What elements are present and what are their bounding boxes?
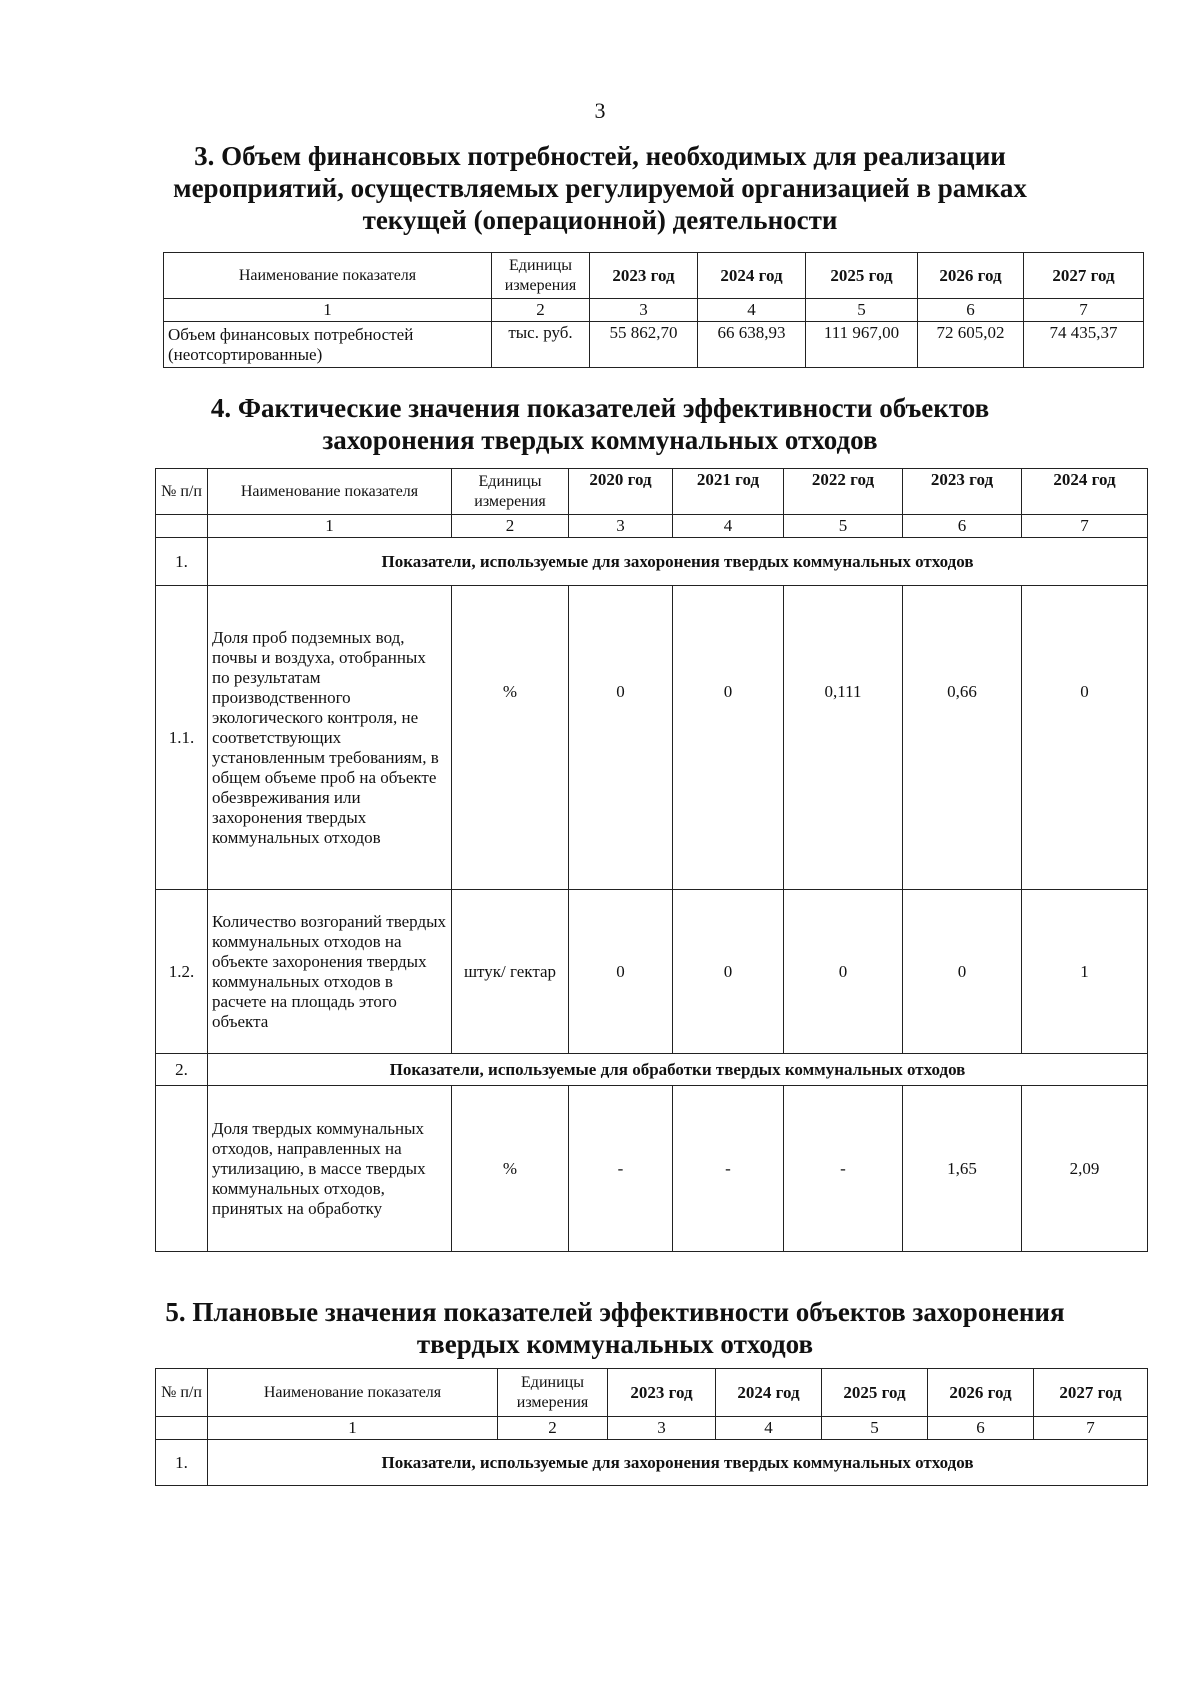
column-number: 2 [492, 299, 590, 322]
row-value: 0 [1022, 586, 1148, 890]
column-number: 7 [1022, 515, 1148, 538]
column-number: 4 [698, 299, 806, 322]
row-unit: % [452, 586, 569, 890]
header-num: № п/п [156, 469, 208, 515]
column-number: 1 [208, 1417, 498, 1440]
row-value: 72 605,02 [918, 322, 1024, 368]
actual-indicators-table [155, 468, 1148, 1252]
row-value: 0,66 [903, 586, 1022, 890]
row-value: 2,09 [1022, 1086, 1148, 1252]
row-value: 0 [673, 586, 784, 890]
planned-indicators-table [155, 1368, 1148, 1486]
row-value: 1,65 [903, 1086, 1022, 1252]
row-value: - [784, 1086, 903, 1252]
group-number: 1. [156, 1440, 208, 1486]
column-number: 6 [918, 299, 1024, 322]
header-name: Наименование показателя [208, 1369, 498, 1417]
column-number: 2 [498, 1417, 608, 1440]
header-year: 2027 год [1034, 1369, 1148, 1417]
row-value: 0 [903, 890, 1022, 1054]
row-name: Доля проб подземных вод, почвы и воздуха, отобранных по результатам производственного экологического контроля, не соответствующих установленным требованиям, в общем объеме проб на объекте обезвреживания или захоронения твердых коммунальных отходов [208, 586, 452, 890]
row-value: 0,111 [784, 586, 903, 890]
header-name: Наименование показателя [208, 469, 452, 515]
header-year: 2023 год [903, 469, 1022, 515]
header-year: 2024 год [1022, 469, 1148, 515]
header-name: Наименование показателя [164, 253, 492, 299]
row-value: 0 [784, 890, 903, 1054]
section-3-title: 3. Объем финансовых потребностей, необходимых для реализации мероприятий, осуществляемых регулируемой организацией в рамках текущей (операционной) деятельности [173, 141, 1027, 235]
header-year: 2020 год [569, 469, 673, 515]
row-value: 55 862,70 [590, 322, 698, 368]
group-label: Показатели, используемые для захоронения твердых коммунальных отходов [208, 1440, 1148, 1486]
row-value: 0 [673, 890, 784, 1054]
row-number: 1.2. [156, 890, 208, 1054]
header-unit: Единицы измерения [498, 1369, 608, 1417]
group-number: 1. [156, 538, 208, 586]
column-number-empty [156, 515, 208, 538]
row-value: 1 [1022, 890, 1148, 1054]
column-number: 4 [673, 515, 784, 538]
header-unit: Единицы измерения [492, 253, 590, 299]
section-5-title: 5. Плановые значения показателей эффективности объектов захоронения твердых коммунальных отходов [165, 1297, 1065, 1359]
header-year: 2021 год [673, 469, 784, 515]
column-number: 1 [208, 515, 452, 538]
header-num: № п/п [156, 1369, 208, 1417]
row-name: Объем финансовых потребностей (неотсортированные) [164, 322, 492, 368]
header-year: 2022 год [784, 469, 903, 515]
header-year: 2024 год [716, 1369, 822, 1417]
row-value: - [673, 1086, 784, 1252]
column-number: 6 [903, 515, 1022, 538]
header-year: 2025 год [806, 253, 918, 299]
column-number: 5 [784, 515, 903, 538]
financial-needs-table [163, 252, 1144, 368]
row-name: Доля твердых коммунальных отходов, направленных на утилизацию, в массе твердых коммунальных отходов, принятых на обработку [208, 1086, 452, 1252]
row-value: 66 638,93 [698, 322, 806, 368]
column-number: 5 [806, 299, 918, 322]
column-number: 3 [608, 1417, 716, 1440]
column-number: 3 [569, 515, 673, 538]
section-4-title: 4. Фактические значения показателей эффективности объектов захоронения твердых коммунальных отходов [210, 393, 990, 455]
column-number: 3 [590, 299, 698, 322]
column-number: 6 [928, 1417, 1034, 1440]
column-number: 5 [822, 1417, 928, 1440]
header-year: 2023 год [590, 253, 698, 299]
header-year: 2025 год [822, 1369, 928, 1417]
header-unit: Единицы измерения [452, 469, 569, 515]
column-number: 1 [164, 299, 492, 322]
header-year: 2026 год [928, 1369, 1034, 1417]
row-value: 74 435,37 [1024, 322, 1144, 368]
column-number-empty [156, 1417, 208, 1440]
row-number: 1.1. [156, 586, 208, 890]
row-unit: штук/ гектар [452, 890, 569, 1054]
row-unit: % [452, 1086, 569, 1252]
column-number: 4 [716, 1417, 822, 1440]
row-value: 0 [569, 890, 673, 1054]
header-year: 2027 год [1024, 253, 1144, 299]
row-value: - [569, 1086, 673, 1252]
header-year: 2026 год [918, 253, 1024, 299]
header-year: 2023 год [608, 1369, 716, 1417]
row-unit: тыс. руб. [492, 322, 590, 368]
group-label: Показатели, используемые для обработки твердых коммунальных отходов [208, 1054, 1148, 1086]
column-number: 2 [452, 515, 569, 538]
row-name: Количество возгораний твердых коммунальных отходов на объекте захоронения твердых коммунальных отходов в расчете на площадь этого объекта [208, 890, 452, 1054]
column-number: 7 [1034, 1417, 1148, 1440]
row-number [156, 1086, 208, 1252]
group-number: 2. [156, 1054, 208, 1086]
column-number: 7 [1024, 299, 1144, 322]
group-label: Показатели, используемые для захоронения твердых коммунальных отходов [208, 538, 1148, 586]
row-value: 111 967,00 [806, 322, 918, 368]
row-value: 0 [569, 586, 673, 890]
header-year: 2024 год [698, 253, 806, 299]
page-number: 3 [594, 98, 606, 123]
